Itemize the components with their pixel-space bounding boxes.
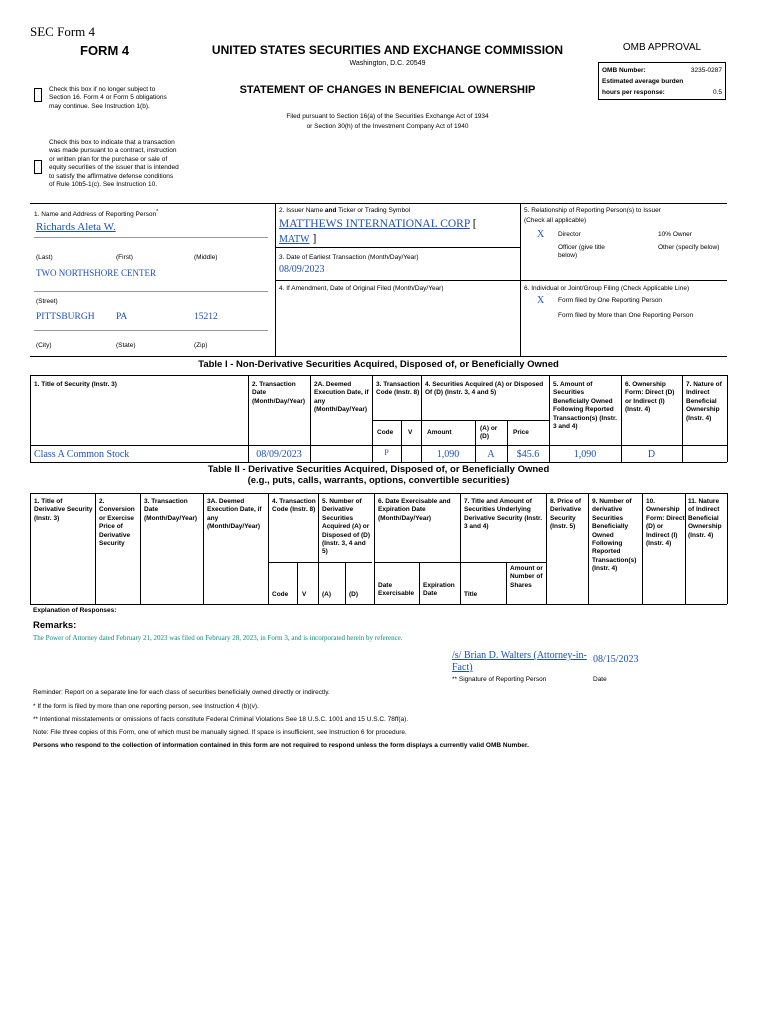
no-longer-subject-text: Check this box if no longer subject to Section 16. Form 4 or Form 5 obligations may continue. See Instruction 1(b). xyxy=(49,86,167,110)
rule-10b5-1-text: Check this box to indicate that a transaction was made pursuant to a contract, instruction or written plan for the purchase or sale of equity securities of the issuer that is intended to satisfy the affirmative defense conditions of Rule 10b5-1(c). See Instruction 10. xyxy=(49,139,179,189)
city-value: PITTSBURGH xyxy=(36,312,95,322)
double-star-note: ** Intentional misstatements or omissions of facts constitute Federal Criminal Violations See 18 U.S.C. 1001 and 15 U.S.C. 78ff(a). xyxy=(33,716,409,723)
director-checkmark[interactable]: X xyxy=(537,229,545,240)
one-person-checkmark[interactable]: X xyxy=(537,295,545,306)
t2-h-exercisable: 6. Date Exercisable and Expiration Date (Month/Day/Year) xyxy=(378,498,451,522)
issuer-name-ticker: MATTHEWS INTERNATIONAL CORP [ MATW ] xyxy=(279,218,477,245)
t1-h-nature: 7. Nature of Indirect Beneficial Ownership (Instr. 4) xyxy=(686,381,722,422)
t2-h-ownership: 10. Ownership Form: Direct (D) or Indirect (I) (Instr. 4) xyxy=(646,498,685,548)
filed-pursuant-line2: or Section 30(h) of the Investment Company Act of 1940 xyxy=(306,123,469,130)
t1-h-amount-owned: 5. Amount of Securities Beneficially Owned Following Reported Transaction(s) (Instr. 3 and 4) xyxy=(553,381,617,431)
earliest-transaction-date: 08/09/2023 xyxy=(279,264,325,275)
signature-name[interactable]: /s/ Brian D. Walters (Attorney-in-Fact) xyxy=(452,650,587,673)
statement-title: STATEMENT OF CHANGES IN BENEFICIAL OWNERSHIP xyxy=(239,84,536,96)
agency-title: UNITED STATES SECURITIES AND EXCHANGE COMMISSION xyxy=(211,43,564,57)
reminder-note: Reminder: Report on a separate line for each class of securities beneficially owned directly or indirectly. xyxy=(33,689,330,696)
explanation-label: Explanation of Responses: xyxy=(33,607,117,614)
box1-label: 1. Name and Address of Reporting Person* xyxy=(34,209,159,219)
officer-label: Officer (give title below) xyxy=(558,244,605,260)
remarks-label: Remarks: xyxy=(33,620,77,631)
omb-burden-label: Estimated average burden xyxy=(602,78,684,85)
state-value: PA xyxy=(116,312,128,322)
table1-title: Table I - Non-Derivative Securities Acquired, Disposed of, or Beneficially Owned xyxy=(198,359,559,370)
omb-persons-note: Persons who respond to the collection of information contained in this form are not required to respond unless the form displays a currently valid OMB Number. xyxy=(33,742,529,749)
t1-h-v-sub: V xyxy=(408,429,413,436)
box2-label: 2. Issuer Name and Ticker or Trading Symbol xyxy=(279,207,411,214)
t2-h-code: 4. Transaction Code (Instr. 8) xyxy=(272,498,316,514)
agency-location: Washington, D.C. 20549 xyxy=(349,60,426,67)
remarks-text: The Power of Attorney dated February 21, 2023 was filed on February 28, 2023, in Form 3, and is incorporated herein by reference. xyxy=(33,634,403,642)
other-label: Other (specify below) xyxy=(658,244,720,251)
ten-percent-owner-label: 10% Owner xyxy=(658,231,692,238)
t2-h-date: 3. Transaction Date (Month/Day/Year) xyxy=(144,498,198,522)
t2-h-deemed: 3A. Deemed Execution Date, if any (Month/Day/Year) xyxy=(207,498,262,531)
t1-security-title: Class A Common Stock xyxy=(34,449,130,460)
ticker-symbol[interactable]: MATW xyxy=(279,234,310,245)
box6-label: 6. Individual or Joint/Group Filing (Check Applicable Line) xyxy=(524,285,690,292)
t1-h-amount-sub: Amount xyxy=(427,429,452,436)
file-copies-note: Note: File three copies of this Form, one of which must be manually signed. If space is insufficient, see Instruction 6 for procedure. xyxy=(33,729,407,736)
omb-hours-value: 0.5 xyxy=(712,89,722,96)
one-reporting-person-label: Form filed by One Reporting Person xyxy=(558,297,663,304)
state-label: (State) xyxy=(116,342,136,349)
signature-date: 08/15/2023 xyxy=(593,654,639,665)
t1-amount: 1,090 xyxy=(436,449,460,460)
t2-h-price: 8. Price of Derivative Security (Instr. 5) xyxy=(550,498,582,531)
last-label: (Last) xyxy=(36,254,53,261)
signature-label: ** Signature of Reporting Person xyxy=(452,676,547,683)
date-label: Date xyxy=(593,676,607,683)
issuer-name[interactable]: MATTHEWS INTERNATIONAL CORP xyxy=(279,218,470,230)
t1-h-title: 1. Title of Security (Instr. 3) xyxy=(34,381,117,388)
t1-h-ownership: 6. Ownership Form: Direct (D) or Indirect (I) (Instr. 4) xyxy=(625,381,675,414)
t2-h-owned: 9. Number of derivative Securities Beneficially Owned Following Reported Transaction(s) (Instr. 4) xyxy=(592,498,637,573)
zip-label: (Zip) xyxy=(194,342,208,349)
doc-label: SEC Form 4 xyxy=(30,24,96,39)
omb-title: OMB APPROVAL xyxy=(622,42,702,53)
t2-h-amount-sub: Amount or Number of Shares xyxy=(510,565,543,589)
t1-price: $45.6 xyxy=(516,449,540,460)
table2-title: Table II - Derivative Securities Acquired, Disposed of, or Beneficially Owned (e.g., puts, calls, warrants, options, convertible securities) xyxy=(207,464,550,486)
reporting-address: TWO NORTHSHORE CENTER xyxy=(36,268,156,278)
omb-number-label: OMB Number: xyxy=(602,67,646,74)
t1-h-code: 3. Transaction Code (Instr. 8) xyxy=(376,381,420,397)
t1-h-ad-sub: (A) or (D) xyxy=(480,425,498,441)
t2-h-v-sub: V xyxy=(302,591,307,598)
t2-h-underlying: 7. Title and Amount of Securities Underlying Derivative Security (Instr. 3 and 4) xyxy=(464,498,543,531)
t2-h-code-sub: Code xyxy=(272,591,289,598)
omb-number-value: 3235-0287 xyxy=(690,67,722,74)
form-name: FORM 4 xyxy=(80,43,130,58)
box4-label: 4. If Amendment, Date of Original Filed (Month/Day/Year) xyxy=(279,285,444,292)
t1-h-deemed: 2A. Deemed Execution Date, if any (Month/Day/Year) xyxy=(314,381,369,414)
t2-h-conversion: 2. Conversion or Exercise Price of Derivative Security xyxy=(99,498,135,548)
t1-acquired-disposed: A xyxy=(487,449,495,460)
t2-h-title-sub: Title xyxy=(464,591,478,598)
box5-label: 5. Relationship of Reporting Person(s) to Issuer xyxy=(524,207,661,214)
city-label: (City) xyxy=(36,342,52,349)
rule-10b5-1-checkbox[interactable] xyxy=(34,160,42,174)
t1-h-code-sub: Code xyxy=(377,429,394,436)
zip-value: 15212 xyxy=(194,312,218,322)
first-label: (First) xyxy=(116,254,133,261)
street-label: (Street) xyxy=(36,298,58,305)
t2-h-d-sub: (D) xyxy=(349,591,359,598)
t2-h-a-sub: (A) xyxy=(322,591,332,598)
t2-h-nature: 11. Nature of Indirect Beneficial Ownership (Instr. 4) xyxy=(688,498,722,539)
filed-pursuant-line1: Filed pursuant to Section 16(a) of the Securities Exchange Act of 1934 xyxy=(286,113,489,120)
box3-label: 3. Date of Earliest Transaction (Month/Day/Year) xyxy=(279,254,419,261)
omb-approval-box xyxy=(598,40,726,102)
t2-h-date-exercisable-sub: Date Exercisable xyxy=(378,582,415,598)
director-label: Director xyxy=(558,231,581,238)
t1-h-securities: 4. Securities Acquired (A) or Disposed Of (D) (Instr. 3, 4 and 5) xyxy=(425,381,544,397)
star-note: * If the form is filed by more than one reporting person, see Instruction 4 (b)(v). xyxy=(33,703,259,710)
reporting-person-name[interactable]: Richards Aleta W. xyxy=(36,221,116,233)
t2-h-title: 1. Title of Derivative Security (Instr. 3) xyxy=(34,498,93,522)
no-longer-subject-checkbox[interactable] xyxy=(34,88,42,102)
t1-h-price-sub: Price xyxy=(513,429,529,436)
t1-transaction-date: 08/09/2023 xyxy=(256,449,302,460)
box5-sublabel: (Check all applicable) xyxy=(524,217,587,224)
omb-hours-label: hours per response: xyxy=(602,89,665,96)
t2-h-number: 5. Number of Derivative Securities Acquired (A) or Disposed of (D) (Instr. 3, 4 and 5) xyxy=(322,498,371,556)
t1-ownership-form: D xyxy=(647,449,656,460)
t1-amount-owned: 1,090 xyxy=(573,449,597,460)
more-than-one-label: Form filed by More than One Reporting Person xyxy=(558,312,694,319)
t2-h-expiration-sub: Expiration Date xyxy=(423,582,455,598)
t1-h-date: 2. Transaction Date (Month/Day/Year) xyxy=(252,381,306,405)
t1-transaction-code: P xyxy=(384,448,389,457)
middle-label: (Middle) xyxy=(194,254,218,261)
